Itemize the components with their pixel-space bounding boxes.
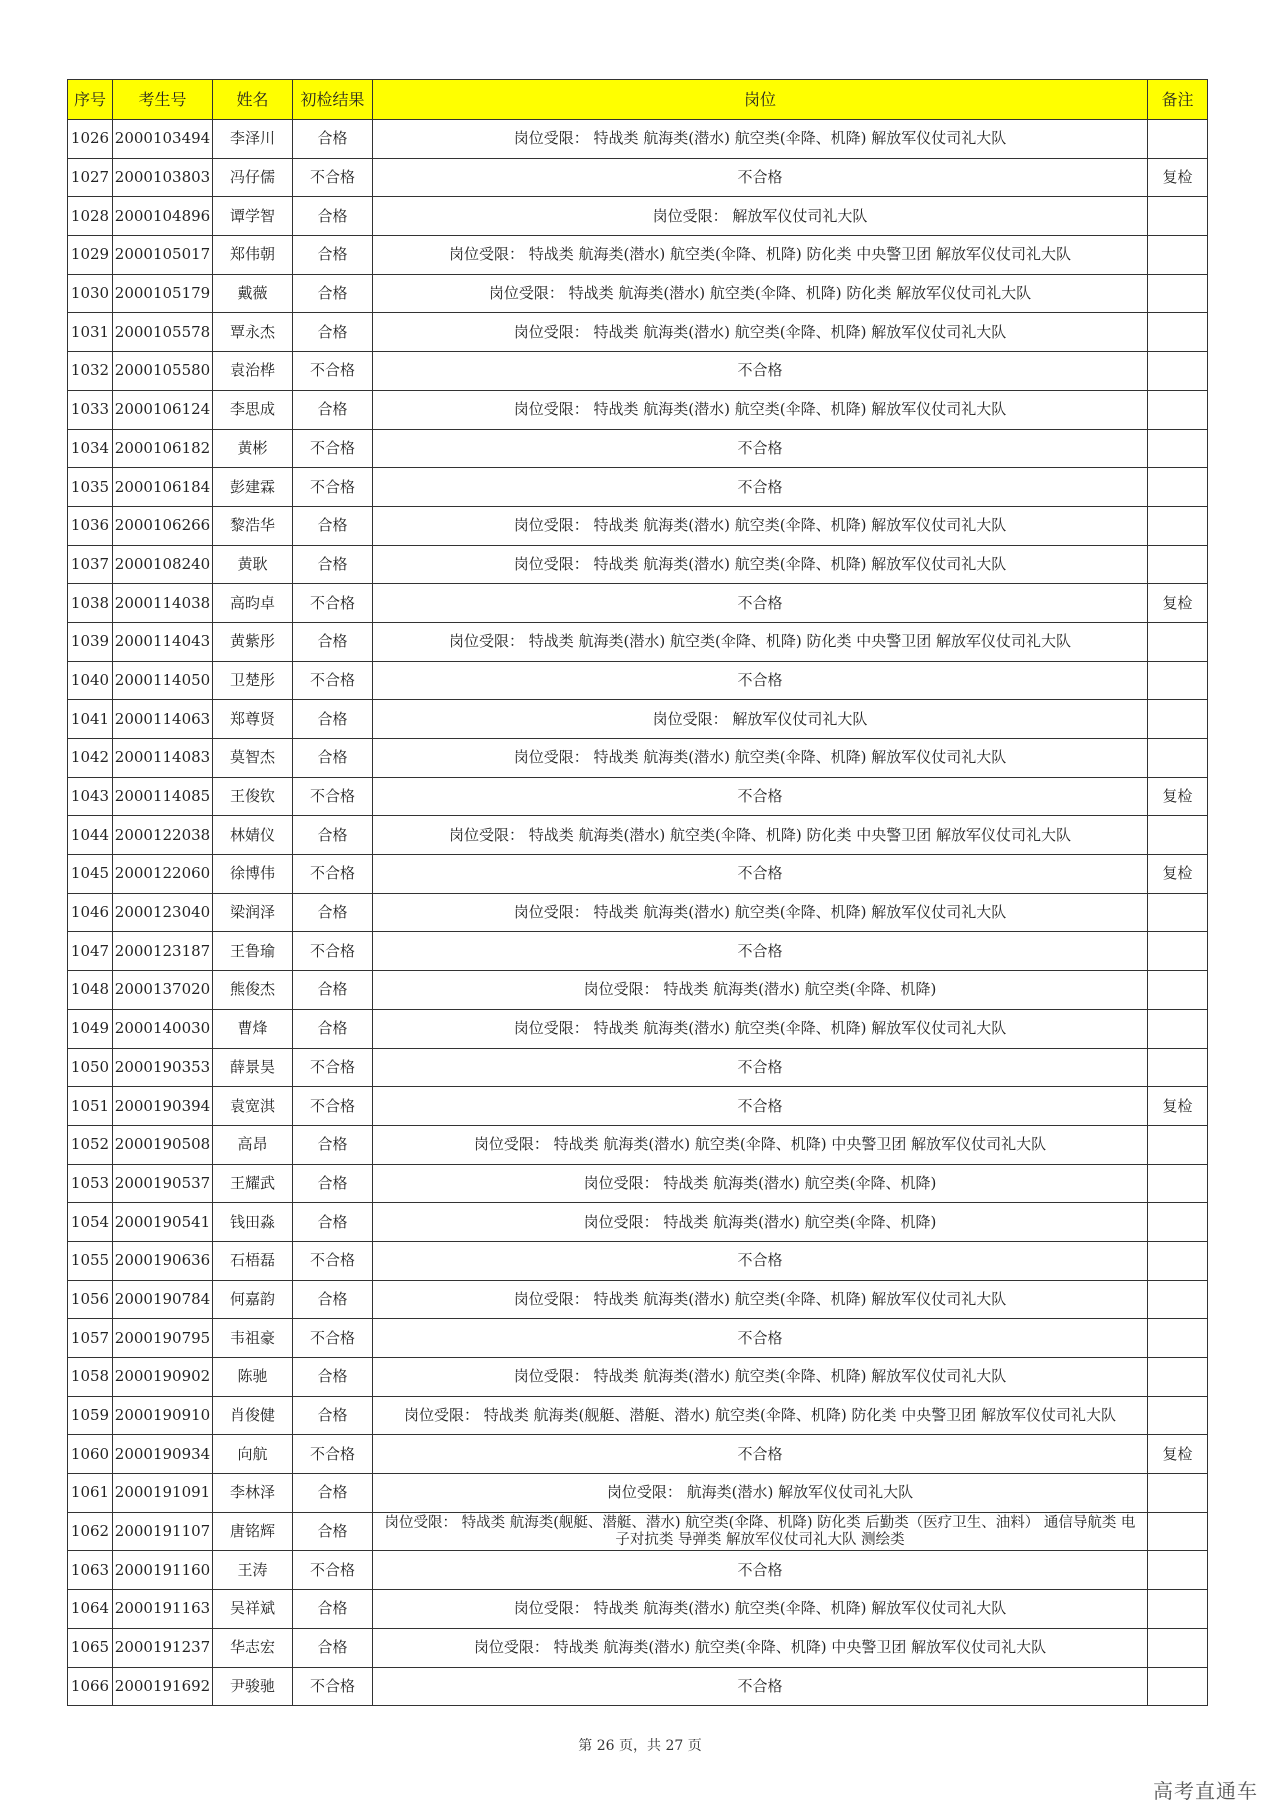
cell-result: 合格: [293, 1590, 373, 1629]
cell-exam-no: 2000137020: [113, 971, 213, 1010]
cell-position: 不合格: [373, 468, 1148, 507]
cell-result: 不合格: [293, 1551, 373, 1590]
cell-note: [1148, 1512, 1208, 1551]
cell-seq: 1045: [68, 855, 113, 894]
table-row: [68, 120, 1208, 159]
cell-name: 黄紫彤: [213, 622, 293, 661]
cell-seq: 1042: [68, 739, 113, 778]
cell-exam-no: 2000190537: [113, 1164, 213, 1203]
cell-seq: 1032: [68, 352, 113, 391]
header-exam-no: 考生号: [113, 80, 213, 120]
table-row: [68, 236, 1208, 275]
cell-result: 不合格: [293, 1667, 373, 1706]
cell-exam-no: 2000108240: [113, 545, 213, 584]
cell-note: [1148, 1048, 1208, 1087]
results-table: [67, 79, 1208, 1706]
cell-seq: 1038: [68, 584, 113, 623]
cell-exam-no: 2000105017: [113, 236, 213, 275]
table-row: [68, 352, 1208, 391]
cell-exam-no: 2000103803: [113, 158, 213, 197]
cell-name: 莫智杰: [213, 739, 293, 778]
cell-exam-no: 2000114038: [113, 584, 213, 623]
cell-note: [1148, 1009, 1208, 1048]
cell-position: 岗位受限： 特战类 航海类(潜水) 航空类(伞降、机降) 解放军仪仗司礼大队: [373, 1280, 1148, 1319]
cell-name: 尹骏驰: [213, 1667, 293, 1706]
cell-position: 岗位受限： 特战类 航海类(潜水) 航空类(伞降、机降) 解放军仪仗司礼大队: [373, 506, 1148, 545]
cell-note: 复检: [1148, 855, 1208, 894]
page-footer: 第 26 页，共 27 页: [578, 1738, 702, 1754]
cell-position: 岗位受限： 特战类 航海类(舰艇、潜艇、潜水) 航空类(伞降、机降) 防化类 中央警卫团 解放军仪仗司礼大队: [373, 1396, 1148, 1435]
cell-name: 林婧仪: [213, 816, 293, 855]
cell-position: 不合格: [373, 352, 1148, 391]
cell-seq: 1061: [68, 1474, 113, 1513]
cell-seq: 1055: [68, 1241, 113, 1280]
cell-note: [1148, 1358, 1208, 1397]
cell-name: 王耀武: [213, 1164, 293, 1203]
table-row: [68, 739, 1208, 778]
cell-name: 曹烽: [213, 1009, 293, 1048]
cell-position: 不合格: [373, 855, 1148, 894]
cell-name: 华志宏: [213, 1628, 293, 1667]
cell-seq: 1046: [68, 893, 113, 932]
table-row: [68, 700, 1208, 739]
cell-note: [1148, 816, 1208, 855]
table-row: [68, 313, 1208, 352]
cell-name: 覃永杰: [213, 313, 293, 352]
cell-exam-no: 2000190541: [113, 1203, 213, 1242]
cell-name: 郑尊贤: [213, 700, 293, 739]
cell-seq: 1027: [68, 158, 113, 197]
cell-name: 袁宽淇: [213, 1087, 293, 1126]
cell-note: [1148, 1590, 1208, 1629]
cell-position: 岗位受限： 特战类 航海类(潜水) 航空类(伞降、机降) 解放军仪仗司礼大队: [373, 390, 1148, 429]
cell-name: 高昂: [213, 1125, 293, 1164]
cell-seq: 1064: [68, 1590, 113, 1629]
cell-seq: 1034: [68, 429, 113, 468]
cell-position: 岗位受限： 特战类 航海类(潜水) 航空类(伞降、机降): [373, 1164, 1148, 1203]
cell-seq: 1035: [68, 468, 113, 507]
cell-position: 岗位受限： 特战类 航海类(潜水) 航空类(伞降、机降) 防化类 解放军仪仗司礼大队: [373, 274, 1148, 313]
cell-exam-no: 2000191237: [113, 1628, 213, 1667]
cell-name: 郑伟朝: [213, 236, 293, 275]
cell-note: [1148, 1125, 1208, 1164]
cell-position: 岗位受限： 特战类 航海类(潜水) 航空类(伞降、机降) 解放军仪仗司礼大队: [373, 893, 1148, 932]
table-row: [68, 1512, 1208, 1551]
table-header: [68, 80, 1208, 120]
cell-note: [1148, 1551, 1208, 1590]
cell-result: 合格: [293, 545, 373, 584]
cell-name: 黎浩华: [213, 506, 293, 545]
cell-note: 复检: [1148, 158, 1208, 197]
cell-seq: 1058: [68, 1358, 113, 1397]
cell-note: [1148, 661, 1208, 700]
cell-name: 何嘉韵: [213, 1280, 293, 1319]
cell-result: 不合格: [293, 1435, 373, 1474]
cell-exam-no: 2000103494: [113, 120, 213, 159]
cell-seq: 1051: [68, 1087, 113, 1126]
table-row: [68, 1667, 1208, 1706]
cell-note: [1148, 700, 1208, 739]
cell-exam-no: 2000190795: [113, 1319, 213, 1358]
cell-name: 陈驰: [213, 1358, 293, 1397]
cell-seq: 1041: [68, 700, 113, 739]
header-name: 姓名: [213, 80, 293, 120]
cell-exam-no: 2000105179: [113, 274, 213, 313]
cell-seq: 1031: [68, 313, 113, 352]
cell-seq: 1047: [68, 932, 113, 971]
table-row: [68, 506, 1208, 545]
cell-seq: 1054: [68, 1203, 113, 1242]
cell-position: 岗位受限： 特战类 航海类(潜水) 航空类(伞降、机降): [373, 1203, 1148, 1242]
cell-exam-no: 2000191091: [113, 1474, 213, 1513]
cell-result: 合格: [293, 1280, 373, 1319]
cell-note: [1148, 893, 1208, 932]
cell-seq: 1060: [68, 1435, 113, 1474]
cell-position: 岗位受限： 特战类 航海类(潜水) 航空类(伞降、机降) 解放军仪仗司礼大队: [373, 1358, 1148, 1397]
cell-position: 岗位受限： 特战类 航海类(舰艇、潜艇、潜水) 航空类(伞降、机降) 防化类 后勤类（医疗卫生、油料） 通信导航类 电子对抗类 导弹类 解放军仪仗司礼大队 测绘类: [373, 1512, 1148, 1551]
cell-name: 徐博伟: [213, 855, 293, 894]
cell-name: 袁治桦: [213, 352, 293, 391]
header-row: [68, 80, 1208, 120]
cell-position: 岗位受限： 特战类 航海类(潜水) 航空类(伞降、机降) 中央警卫团 解放军仪仗司礼大队: [373, 1125, 1148, 1164]
cell-position: 岗位受限： 特战类 航海类(潜水) 航空类(伞降、机降) 解放军仪仗司礼大队: [373, 545, 1148, 584]
cell-note: [1148, 1203, 1208, 1242]
cell-position: 岗位受限： 特战类 航海类(潜水) 航空类(伞降、机降) 防化类 中央警卫团 解放军仪仗司礼大队: [373, 236, 1148, 275]
cell-note: 复检: [1148, 1435, 1208, 1474]
cell-result: 合格: [293, 816, 373, 855]
table-row: [68, 1241, 1208, 1280]
cell-position: 岗位受限： 特战类 航海类(潜水) 航空类(伞降、机降) 解放军仪仗司礼大队: [373, 313, 1148, 352]
cell-exam-no: 2000106182: [113, 429, 213, 468]
cell-name: 李思成: [213, 390, 293, 429]
cell-result: 合格: [293, 971, 373, 1010]
cell-result: 不合格: [293, 777, 373, 816]
cell-seq: 1029: [68, 236, 113, 275]
cell-name: 肖俊健: [213, 1396, 293, 1435]
cell-note: 复检: [1148, 777, 1208, 816]
cell-seq: 1036: [68, 506, 113, 545]
cell-seq: 1049: [68, 1009, 113, 1048]
cell-position: 不合格: [373, 584, 1148, 623]
table-row: [68, 1358, 1208, 1397]
table-body: [68, 120, 1208, 1706]
cell-exam-no: 2000191160: [113, 1551, 213, 1590]
cell-position: 不合格: [373, 158, 1148, 197]
cell-position: 不合格: [373, 1435, 1148, 1474]
cell-exam-no: 2000105580: [113, 352, 213, 391]
cell-name: 王俊钦: [213, 777, 293, 816]
table-row: [68, 893, 1208, 932]
cell-name: 卫楚彤: [213, 661, 293, 700]
table-row: [68, 274, 1208, 313]
cell-result: 不合格: [293, 1048, 373, 1087]
cell-result: 不合格: [293, 661, 373, 700]
cell-result: 合格: [293, 1628, 373, 1667]
cell-name: 石梧磊: [213, 1241, 293, 1280]
table-row: [68, 584, 1208, 623]
cell-position: 岗位受限： 特战类 航海类(潜水) 航空类(伞降、机降) 解放军仪仗司礼大队: [373, 120, 1148, 159]
header-result: 初检结果: [293, 80, 373, 120]
cell-name: 李林泽: [213, 1474, 293, 1513]
cell-exam-no: 2000190508: [113, 1125, 213, 1164]
cell-note: [1148, 1628, 1208, 1667]
cell-name: 王鲁瑜: [213, 932, 293, 971]
cell-exam-no: 2000190934: [113, 1435, 213, 1474]
table-row: [68, 468, 1208, 507]
cell-result: 合格: [293, 1512, 373, 1551]
cell-result: 合格: [293, 506, 373, 545]
cell-seq: 1033: [68, 390, 113, 429]
cell-note: 复检: [1148, 584, 1208, 623]
table-row: [68, 1125, 1208, 1164]
cell-seq: 1040: [68, 661, 113, 700]
cell-position: 岗位受限： 特战类 航海类(潜水) 航空类(伞降、机降) 解放军仪仗司礼大队: [373, 1009, 1148, 1048]
table-row: [68, 1396, 1208, 1435]
cell-name: 冯仔儒: [213, 158, 293, 197]
table-row: [68, 1628, 1208, 1667]
table-row: [68, 1435, 1208, 1474]
cell-position: 不合格: [373, 1667, 1148, 1706]
cell-result: 合格: [293, 1009, 373, 1048]
table-row: [68, 932, 1208, 971]
cell-note: [1148, 236, 1208, 275]
cell-result: 合格: [293, 622, 373, 661]
cell-result: 合格: [293, 1164, 373, 1203]
cell-seq: 1043: [68, 777, 113, 816]
table-row: [68, 1009, 1208, 1048]
cell-position: 不合格: [373, 777, 1148, 816]
cell-name: 彭建霖: [213, 468, 293, 507]
cell-result: 不合格: [293, 429, 373, 468]
cell-result: 合格: [293, 236, 373, 275]
cell-position: 岗位受限： 特战类 航海类(潜水) 航空类(伞降、机降) 解放军仪仗司礼大队: [373, 739, 1148, 778]
cell-name: 钱田淼: [213, 1203, 293, 1242]
table-row: [68, 1048, 1208, 1087]
cell-position: 岗位受限： 特战类 航海类(潜水) 航空类(伞降、机降) 解放军仪仗司礼大队: [373, 1590, 1148, 1629]
cell-exam-no: 2000190394: [113, 1087, 213, 1126]
table-row: [68, 971, 1208, 1010]
cell-note: [1148, 622, 1208, 661]
cell-exam-no: 2000190784: [113, 1280, 213, 1319]
table-row: [68, 1087, 1208, 1126]
cell-position: 岗位受限： 特战类 航海类(潜水) 航空类(伞降、机降) 中央警卫团 解放军仪仗司礼大队: [373, 1628, 1148, 1667]
cell-seq: 1062: [68, 1512, 113, 1551]
table-row: [68, 1551, 1208, 1590]
cell-name: 韦祖豪: [213, 1319, 293, 1358]
table-row: [68, 197, 1208, 236]
cell-note: [1148, 932, 1208, 971]
cell-name: 熊俊杰: [213, 971, 293, 1010]
cell-result: 合格: [293, 1203, 373, 1242]
cell-note: [1148, 390, 1208, 429]
cell-position: 岗位受限： 特战类 航海类(潜水) 航空类(伞降、机降) 防化类 中央警卫团 解放军仪仗司礼大队: [373, 816, 1148, 855]
cell-result: 不合格: [293, 855, 373, 894]
watermark-logo: 高考直通车: [1153, 1779, 1258, 1803]
cell-result: 不合格: [293, 932, 373, 971]
cell-exam-no: 2000123187: [113, 932, 213, 971]
cell-result: 不合格: [293, 1241, 373, 1280]
header-seq: 序号: [68, 80, 113, 120]
cell-position: 岗位受限： 解放军仪仗司礼大队: [373, 700, 1148, 739]
cell-seq: 1026: [68, 120, 113, 159]
cell-name: 李泽川: [213, 120, 293, 159]
cell-name: 戴薇: [213, 274, 293, 313]
cell-exam-no: 2000122038: [113, 816, 213, 855]
cell-exam-no: 2000114085: [113, 777, 213, 816]
table-row: [68, 429, 1208, 468]
cell-seq: 1050: [68, 1048, 113, 1087]
cell-note: [1148, 429, 1208, 468]
cell-exam-no: 2000190353: [113, 1048, 213, 1087]
cell-exam-no: 2000114063: [113, 700, 213, 739]
cell-exam-no: 2000140030: [113, 1009, 213, 1048]
cell-result: 不合格: [293, 468, 373, 507]
cell-position: 不合格: [373, 1319, 1148, 1358]
cell-result: 合格: [293, 197, 373, 236]
cell-position: 岗位受限： 特战类 航海类(潜水) 航空类(伞降、机降): [373, 971, 1148, 1010]
cell-seq: 1066: [68, 1667, 113, 1706]
cell-seq: 1039: [68, 622, 113, 661]
cell-exam-no: 2000106266: [113, 506, 213, 545]
cell-exam-no: 2000191692: [113, 1667, 213, 1706]
cell-position: 不合格: [373, 429, 1148, 468]
cell-name: 谭学智: [213, 197, 293, 236]
cell-result: 合格: [293, 313, 373, 352]
table-row: [68, 855, 1208, 894]
cell-seq: 1048: [68, 971, 113, 1010]
cell-result: 合格: [293, 1125, 373, 1164]
cell-result: 不合格: [293, 158, 373, 197]
cell-note: 复检: [1148, 1087, 1208, 1126]
cell-result: 合格: [293, 739, 373, 778]
cell-note: [1148, 274, 1208, 313]
cell-seq: 1052: [68, 1125, 113, 1164]
cell-seq: 1065: [68, 1628, 113, 1667]
cell-seq: 1028: [68, 197, 113, 236]
cell-position: 岗位受限： 特战类 航海类(潜水) 航空类(伞降、机降) 防化类 中央警卫团 解放军仪仗司礼大队: [373, 622, 1148, 661]
cell-exam-no: 2000123040: [113, 893, 213, 932]
cell-note: [1148, 352, 1208, 391]
cell-name: 黄耿: [213, 545, 293, 584]
cell-result: 合格: [293, 893, 373, 932]
cell-result: 合格: [293, 390, 373, 429]
table-row: [68, 158, 1208, 197]
cell-seq: 1030: [68, 274, 113, 313]
cell-position: 不合格: [373, 1048, 1148, 1087]
cell-note: [1148, 545, 1208, 584]
cell-position: 不合格: [373, 932, 1148, 971]
cell-exam-no: 2000191163: [113, 1590, 213, 1629]
cell-result: 不合格: [293, 584, 373, 623]
cell-exam-no: 2000104896: [113, 197, 213, 236]
cell-note: [1148, 1164, 1208, 1203]
cell-exam-no: 2000114083: [113, 739, 213, 778]
table-row: [68, 1280, 1208, 1319]
cell-note: [1148, 468, 1208, 507]
cell-result: 合格: [293, 120, 373, 159]
cell-name: 梁润泽: [213, 893, 293, 932]
table-row: [68, 777, 1208, 816]
table-row: [68, 390, 1208, 429]
cell-name: 薛景昊: [213, 1048, 293, 1087]
cell-position: 不合格: [373, 1241, 1148, 1280]
cell-exam-no: 2000105578: [113, 313, 213, 352]
cell-result: 合格: [293, 1474, 373, 1513]
cell-result: 不合格: [293, 352, 373, 391]
cell-result: 合格: [293, 274, 373, 313]
cell-note: [1148, 506, 1208, 545]
cell-seq: 1044: [68, 816, 113, 855]
cell-exam-no: 2000106124: [113, 390, 213, 429]
cell-name: 高昀卓: [213, 584, 293, 623]
cell-name: 黄彬: [213, 429, 293, 468]
table-row: [68, 816, 1208, 855]
cell-exam-no: 2000114043: [113, 622, 213, 661]
cell-exam-no: 2000190902: [113, 1358, 213, 1397]
cell-position: 不合格: [373, 1551, 1148, 1590]
cell-note: [1148, 1319, 1208, 1358]
cell-note: [1148, 971, 1208, 1010]
cell-seq: 1037: [68, 545, 113, 584]
cell-name: 王涛: [213, 1551, 293, 1590]
cell-note: [1148, 120, 1208, 159]
cell-seq: 1059: [68, 1396, 113, 1435]
table-row: [68, 1203, 1208, 1242]
cell-exam-no: 2000122060: [113, 855, 213, 894]
cell-exam-no: 2000114050: [113, 661, 213, 700]
cell-note: [1148, 1396, 1208, 1435]
cell-note: [1148, 739, 1208, 778]
cell-position: 不合格: [373, 1087, 1148, 1126]
table-row: [68, 1590, 1208, 1629]
table-row: [68, 545, 1208, 584]
cell-seq: 1063: [68, 1551, 113, 1590]
cell-exam-no: 2000191107: [113, 1512, 213, 1551]
table-row: [68, 622, 1208, 661]
cell-name: 向航: [213, 1435, 293, 1474]
cell-position: 岗位受限： 航海类(潜水) 解放军仪仗司礼大队: [373, 1474, 1148, 1513]
cell-result: 合格: [293, 1396, 373, 1435]
cell-result: 合格: [293, 1358, 373, 1397]
header-position: 岗位: [373, 80, 1148, 120]
cell-note: [1148, 1280, 1208, 1319]
cell-seq: 1056: [68, 1280, 113, 1319]
table-row: [68, 661, 1208, 700]
table-row: [68, 1164, 1208, 1203]
cell-note: [1148, 313, 1208, 352]
cell-seq: 1057: [68, 1319, 113, 1358]
cell-exam-no: 2000106184: [113, 468, 213, 507]
cell-exam-no: 2000190910: [113, 1396, 213, 1435]
cell-note: [1148, 1241, 1208, 1280]
table-row: [68, 1474, 1208, 1513]
cell-result: 不合格: [293, 1319, 373, 1358]
cell-exam-no: 2000190636: [113, 1241, 213, 1280]
cell-position: 岗位受限： 解放军仪仗司礼大队: [373, 197, 1148, 236]
cell-result: 合格: [293, 700, 373, 739]
cell-seq: 1053: [68, 1164, 113, 1203]
cell-name: 吴祥斌: [213, 1590, 293, 1629]
cell-note: [1148, 197, 1208, 236]
cell-note: [1148, 1474, 1208, 1513]
cell-note: [1148, 1667, 1208, 1706]
cell-position: 不合格: [373, 661, 1148, 700]
cell-name: 唐铭辉: [213, 1512, 293, 1551]
header-note: 备注: [1148, 80, 1208, 120]
table-row: [68, 1319, 1208, 1358]
cell-result: 不合格: [293, 1087, 373, 1126]
